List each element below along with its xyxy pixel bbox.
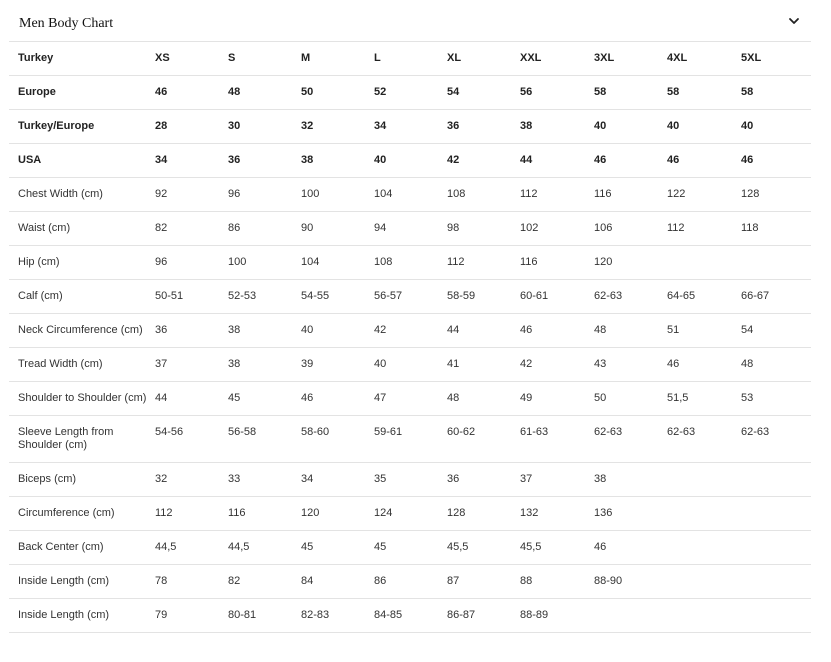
table-cell: 132	[520, 497, 594, 531]
table-cell: 60-61	[520, 280, 594, 314]
table-cell: 116	[520, 246, 594, 280]
table-cell: 66-67	[741, 280, 811, 314]
table-cell: 36	[447, 463, 520, 497]
table-cell: 112	[155, 497, 228, 531]
table-cell: 52	[374, 76, 447, 110]
table-cell: 90	[301, 212, 374, 246]
table-cell: 112	[447, 246, 520, 280]
table-cell: 49	[520, 382, 594, 416]
row-label: Biceps (cm)	[9, 463, 155, 497]
table-cell: 51	[667, 314, 741, 348]
row-label: Inside Length (cm)	[9, 599, 155, 633]
table-cell	[667, 463, 741, 497]
table-cell: 58-60	[301, 416, 374, 463]
accordion-title: Men Body Chart	[19, 16, 114, 31]
table-cell: 50	[301, 76, 374, 110]
table-cell: 42	[447, 144, 520, 178]
table-row	[9, 565, 811, 599]
table-cell: 32	[301, 110, 374, 144]
table-cell	[594, 599, 667, 633]
table-cell: 46	[741, 144, 811, 178]
table-row	[9, 416, 811, 463]
table-cell: 40	[374, 348, 447, 382]
table-cell: 41	[447, 348, 520, 382]
table-cell: 79	[155, 599, 228, 633]
table-cell: 60-62	[447, 416, 520, 463]
table-cell: XXL	[520, 42, 594, 76]
row-label: Calf (cm)	[9, 280, 155, 314]
table-cell: 38	[228, 348, 301, 382]
table-cell: 116	[228, 497, 301, 531]
table-cell: 53	[741, 382, 811, 416]
table-cell: 38	[228, 314, 301, 348]
table-cell: 61-63	[520, 416, 594, 463]
table-cell: 37	[155, 348, 228, 382]
table-cell: 120	[301, 497, 374, 531]
row-label: Turkey/Europe	[9, 110, 155, 144]
table-cell: 34	[155, 144, 228, 178]
table-cell: 88	[520, 565, 594, 599]
table-cell	[667, 531, 741, 565]
table-cell	[741, 599, 811, 633]
table-cell: 96	[228, 178, 301, 212]
table-cell: 46	[594, 531, 667, 565]
table-cell: XS	[155, 42, 228, 76]
table-cell: 4XL	[667, 42, 741, 76]
table-cell: 42	[520, 348, 594, 382]
table-cell: 58	[741, 76, 811, 110]
table-cell: 112	[667, 212, 741, 246]
table-cell: L	[374, 42, 447, 76]
chevron-down-icon[interactable]	[787, 14, 801, 28]
table-cell: 48	[594, 314, 667, 348]
table-row	[9, 463, 811, 497]
size-chart-body	[9, 42, 811, 633]
table-cell: 46	[667, 348, 741, 382]
table-cell: 54-55	[301, 280, 374, 314]
table-cell: 102	[520, 212, 594, 246]
table-cell: 96	[155, 246, 228, 280]
table-cell: 34	[374, 110, 447, 144]
table-cell: 44,5	[155, 531, 228, 565]
table-cell: 92	[155, 178, 228, 212]
table-cell: 46	[520, 314, 594, 348]
table-cell: 47	[374, 382, 447, 416]
table-cell: 136	[594, 497, 667, 531]
table-cell: 56-57	[374, 280, 447, 314]
table-cell: 40	[741, 110, 811, 144]
table-cell: 100	[228, 246, 301, 280]
table-cell: 116	[594, 178, 667, 212]
table-cell	[667, 565, 741, 599]
table-row	[9, 314, 811, 348]
row-label: Shoulder to Shoulder (cm)	[9, 382, 155, 416]
table-row	[9, 178, 811, 212]
table-cell: 104	[374, 178, 447, 212]
table-cell: 84	[301, 565, 374, 599]
row-label: USA	[9, 144, 155, 178]
table-cell: 32	[155, 463, 228, 497]
table-cell: 45	[301, 531, 374, 565]
table-cell: 86-87	[447, 599, 520, 633]
table-cell: 52-53	[228, 280, 301, 314]
row-label: Hip (cm)	[9, 246, 155, 280]
table-cell: 98	[447, 212, 520, 246]
table-cell: 46	[301, 382, 374, 416]
table-cell: 100	[301, 178, 374, 212]
table-cell: 54-56	[155, 416, 228, 463]
table-cell: 48	[228, 76, 301, 110]
table-cell: 88-89	[520, 599, 594, 633]
table-cell: 62-63	[667, 416, 741, 463]
table-cell: 30	[228, 110, 301, 144]
table-cell	[741, 497, 811, 531]
table-cell: 62-63	[741, 416, 811, 463]
table-cell: 45,5	[447, 531, 520, 565]
table-cell: 86	[374, 565, 447, 599]
table-cell: M	[301, 42, 374, 76]
table-cell	[667, 497, 741, 531]
row-label: Inside Length (cm)	[9, 565, 155, 599]
table-cell: 82-83	[301, 599, 374, 633]
table-cell: 35	[374, 463, 447, 497]
table-cell: 54	[741, 314, 811, 348]
table-cell: 48	[741, 348, 811, 382]
table-cell: 38	[594, 463, 667, 497]
table-cell: 5XL	[741, 42, 811, 76]
table-cell: 50	[594, 382, 667, 416]
table-cell: 86	[228, 212, 301, 246]
table-cell: 43	[594, 348, 667, 382]
table-cell: 44	[520, 144, 594, 178]
table-cell: 33	[228, 463, 301, 497]
table-cell: 38	[520, 110, 594, 144]
table-cell: XL	[447, 42, 520, 76]
table-row	[9, 348, 811, 382]
table-cell: 94	[374, 212, 447, 246]
table-cell: 36	[228, 144, 301, 178]
table-cell: 118	[741, 212, 811, 246]
table-cell: 48	[447, 382, 520, 416]
table-cell: 45,5	[520, 531, 594, 565]
table-cell: 28	[155, 110, 228, 144]
table-cell: 87	[447, 565, 520, 599]
table-cell: 124	[374, 497, 447, 531]
row-label: Circumference (cm)	[9, 497, 155, 531]
table-cell: 59-61	[374, 416, 447, 463]
table-cell: 108	[447, 178, 520, 212]
table-cell: 34	[301, 463, 374, 497]
row-label: Sleeve Length from Shoulder (cm)	[9, 416, 155, 463]
table-cell: 58-59	[447, 280, 520, 314]
table-cell: 44,5	[228, 531, 301, 565]
table-cell: 38	[301, 144, 374, 178]
table-cell: 112	[520, 178, 594, 212]
table-cell: 46	[667, 144, 741, 178]
table-cell: 122	[667, 178, 741, 212]
table-cell	[667, 246, 741, 280]
row-label: Waist (cm)	[9, 212, 155, 246]
table-cell: 56-58	[228, 416, 301, 463]
table-cell: 88-90	[594, 565, 667, 599]
table-row	[9, 280, 811, 314]
table-cell: 50-51	[155, 280, 228, 314]
table-cell: 40	[667, 110, 741, 144]
table-cell: 106	[594, 212, 667, 246]
table-cell	[741, 565, 811, 599]
table-cell: S	[228, 42, 301, 76]
table-cell: 82	[228, 565, 301, 599]
table-cell: 46	[594, 144, 667, 178]
table-row	[9, 42, 811, 76]
table-cell: 54	[447, 76, 520, 110]
table-row	[9, 76, 811, 110]
table-cell	[741, 246, 811, 280]
row-label: Neck Circumference (cm)	[9, 314, 155, 348]
size-chart-table	[9, 42, 811, 633]
table-cell: 39	[301, 348, 374, 382]
table-cell: 128	[741, 178, 811, 212]
table-row	[9, 497, 811, 531]
table-cell: 62-63	[594, 416, 667, 463]
table-cell: 128	[447, 497, 520, 531]
row-label: Europe	[9, 76, 155, 110]
table-cell: 36	[155, 314, 228, 348]
table-row	[9, 531, 811, 565]
table-row	[9, 212, 811, 246]
table-row	[9, 382, 811, 416]
table-cell: 51,5	[667, 382, 741, 416]
row-label: Back Center (cm)	[9, 531, 155, 565]
table-cell: 40	[301, 314, 374, 348]
table-cell: 84-85	[374, 599, 447, 633]
row-label: Tread Width (cm)	[9, 348, 155, 382]
table-cell: 3XL	[594, 42, 667, 76]
table-row	[9, 599, 811, 633]
table-cell: 56	[520, 76, 594, 110]
table-row	[9, 246, 811, 280]
table-cell: 40	[374, 144, 447, 178]
table-cell: 45	[228, 382, 301, 416]
table-cell: 120	[594, 246, 667, 280]
table-cell: 46	[155, 76, 228, 110]
table-cell	[667, 599, 741, 633]
row-label: Chest Width (cm)	[9, 178, 155, 212]
row-label: Turkey	[9, 42, 155, 76]
table-cell: 44	[447, 314, 520, 348]
table-cell: 82	[155, 212, 228, 246]
table-cell: 108	[374, 246, 447, 280]
table-row	[9, 144, 811, 178]
table-cell: 62-63	[594, 280, 667, 314]
table-cell	[741, 531, 811, 565]
table-cell: 45	[374, 531, 447, 565]
table-cell: 78	[155, 565, 228, 599]
men-body-chart-accordion	[9, 0, 811, 633]
table-cell: 104	[301, 246, 374, 280]
table-cell: 42	[374, 314, 447, 348]
table-cell	[741, 463, 811, 497]
table-cell: 37	[520, 463, 594, 497]
table-cell: 58	[667, 76, 741, 110]
table-cell: 80-81	[228, 599, 301, 633]
table-row	[9, 110, 811, 144]
accordion-header[interactable]	[9, 0, 811, 42]
table-cell: 40	[594, 110, 667, 144]
table-cell: 58	[594, 76, 667, 110]
table-cell: 36	[447, 110, 520, 144]
table-cell: 64-65	[667, 280, 741, 314]
table-cell: 44	[155, 382, 228, 416]
